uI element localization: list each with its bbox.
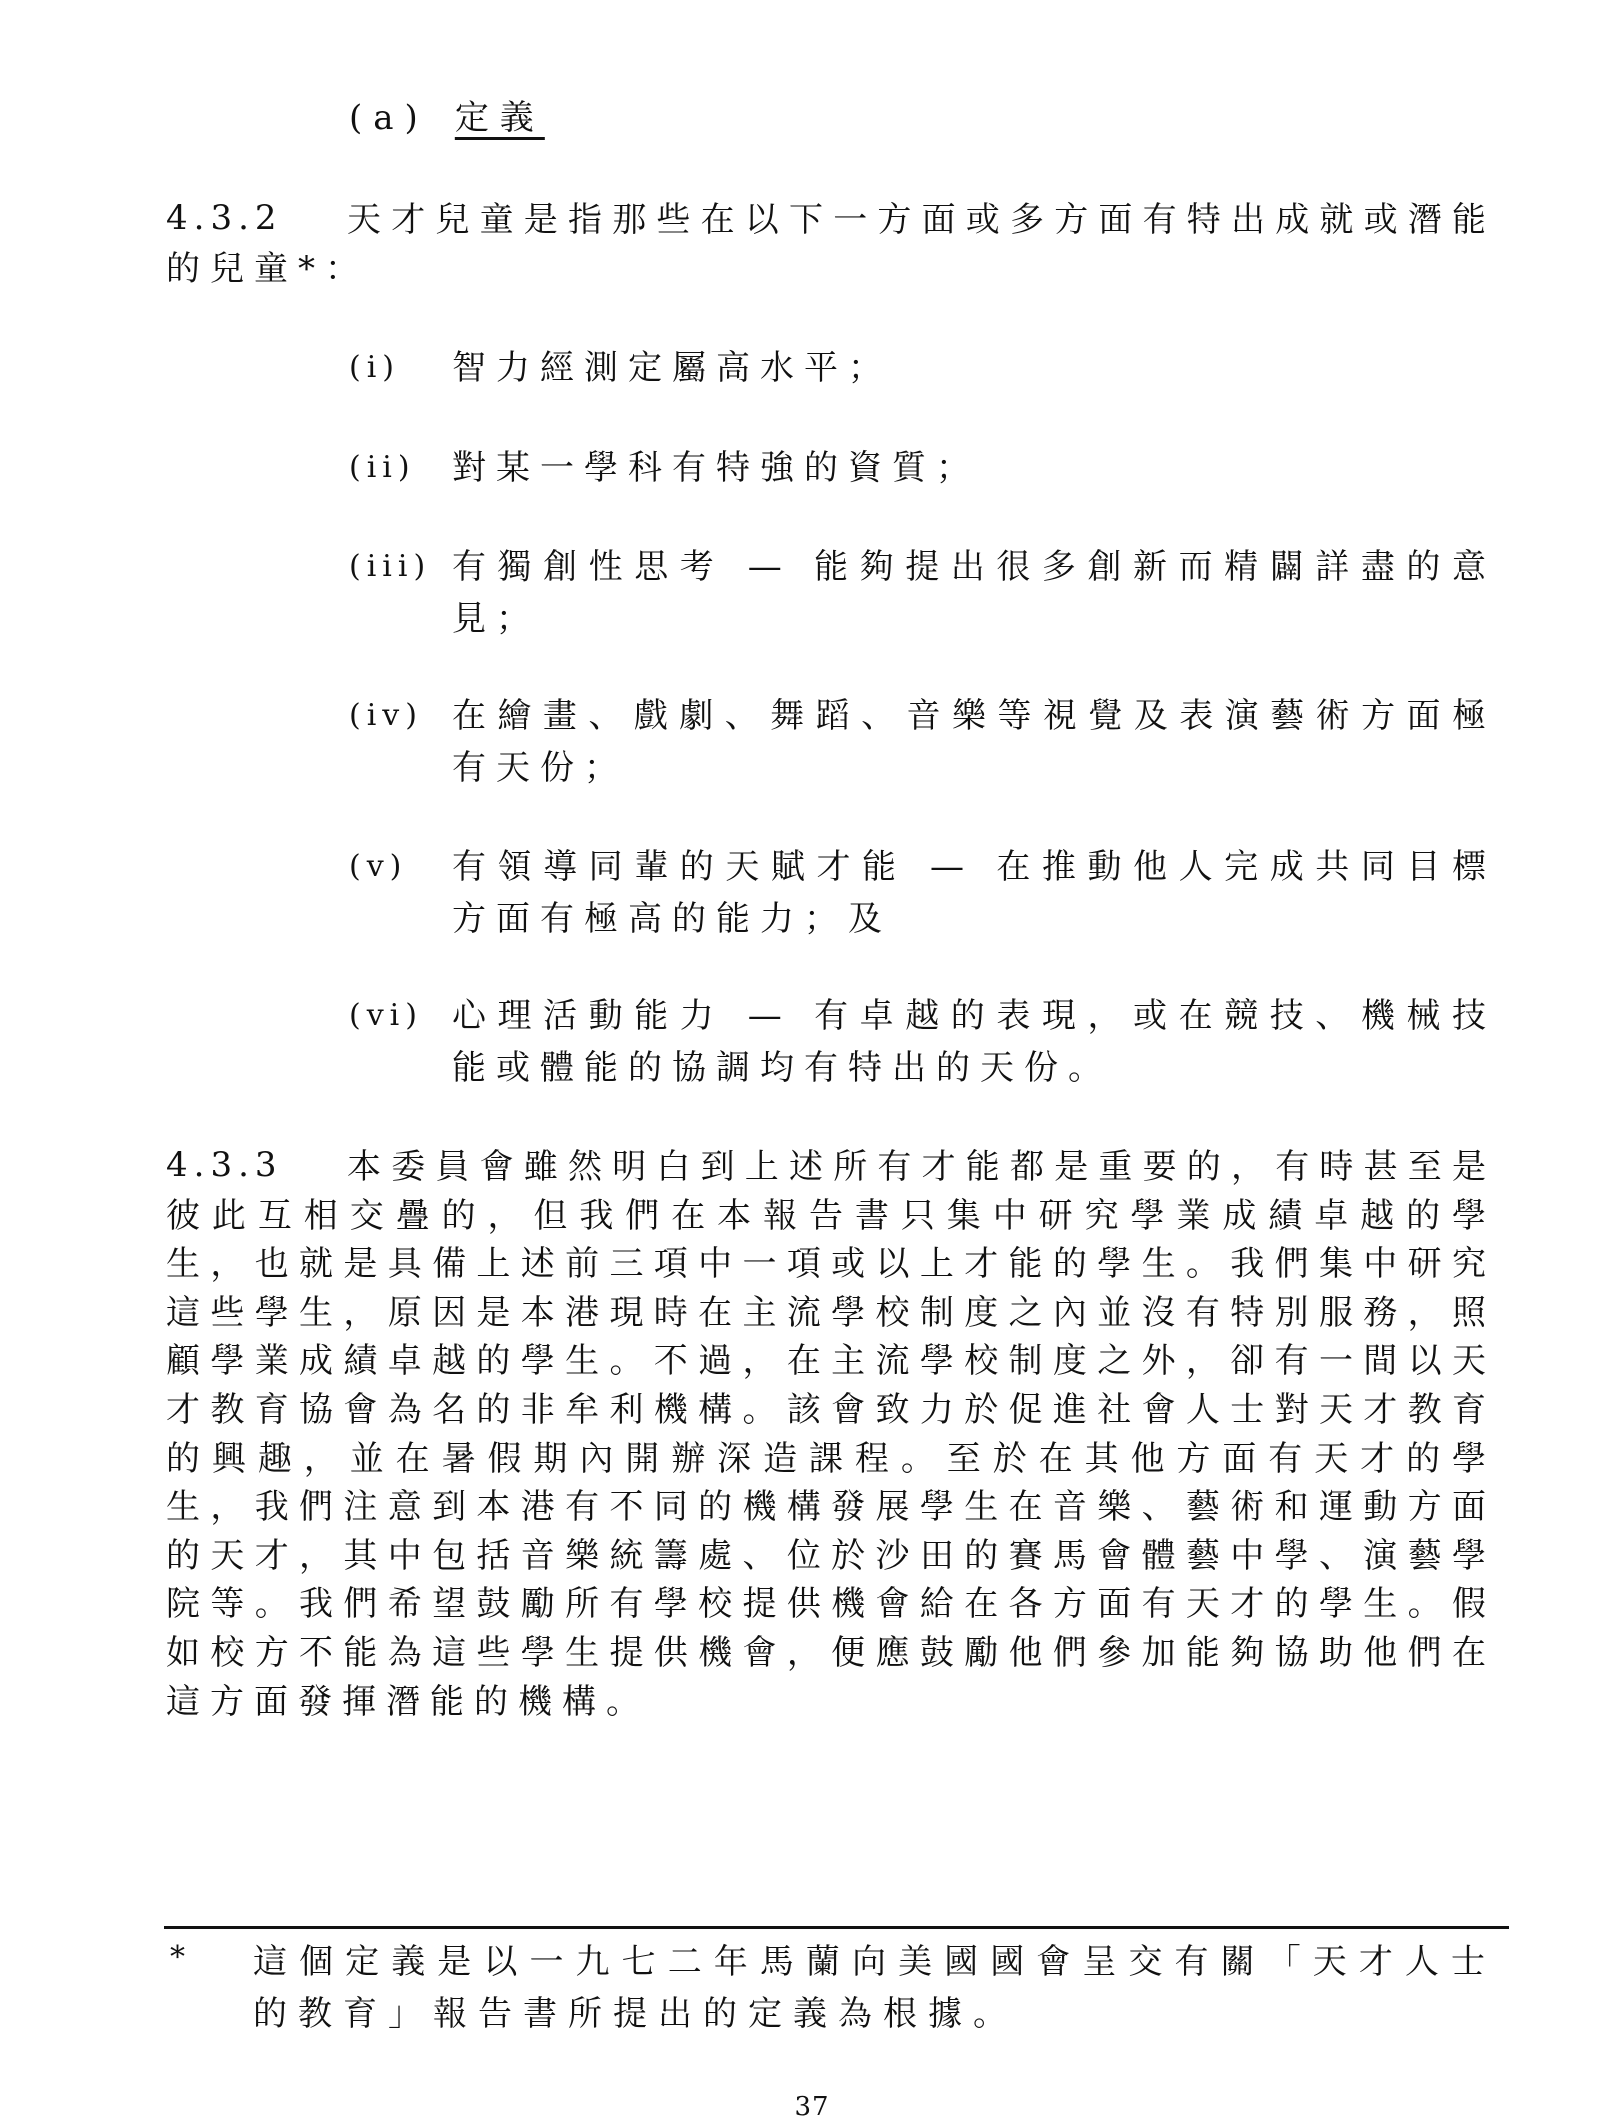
- list-item-text: 有領導同輩的天賦才能 — 在推動他人完成共同目標方面有極高的能力；及: [452, 847, 1496, 939]
- paragraph-4-3-2: 天才兒童是指那些在以下一方面或多方面有特出成就或潛能的兒童*：: [166, 200, 1496, 289]
- section-heading: [349, 96, 545, 140]
- list-item-label: (iv): [349, 698, 423, 733]
- list-item-label: (ii): [349, 450, 416, 485]
- list-item-label: (i): [349, 350, 401, 385]
- list-item-label: (iii): [349, 549, 432, 584]
- page-number: 37: [794, 2092, 830, 2122]
- footnote-mark: *: [170, 1940, 185, 1975]
- list-item-text: 有獨創性思考 — 能夠提出很多創新而精闢詳盡的意見；: [452, 547, 1496, 639]
- section-heading-label: (a): [349, 98, 429, 138]
- footnote-divider: [164, 1926, 1509, 1929]
- list-item-text: 對某一學科有特強的資質；: [452, 448, 980, 488]
- paragraph-number-4-3-3: 4.3.3: [166, 1145, 283, 1185]
- list-item-text: 在繪畫、戲劇、舞蹈、音樂等視覺及表演藝術方面極有天份；: [452, 696, 1496, 788]
- paragraph-number-4-3-2: 4.3.2: [166, 198, 283, 238]
- list-item-label: (v): [349, 849, 408, 884]
- paragraph-4-3-3: 本委員會雖然明白到上述所有才能都是重要的，有時甚至是彼此互相交疊的，但我們在本報告書只集中研究學業成績卓越的學生，也就是具備上述前三項中一項或以上才能的學生。我們集中研究這些學生，原因是本港現時在主流學校制度之內並沒有特別服務，照顧學業成績卓越的學生。不過，在主流學校制度之外，卻有一間以天才教育協會為名的非牟利機構。該會致力於促進社會人士對天才教育的興趣，並在暑假期內開辦深造課程。至於在其他方面有天才的學生，我們注意到本港有不同的機構發展學生在音樂、藝術和運動方面的天才，其中包括音樂統籌處、位於沙田的賽馬會體藝中學、演藝學院等。我們希望鼓勵所有學校提供機會給在各方面有天才的學生。假如校方不能為這些學生提供機會，便應鼓勵他們參加能夠協助他們在這方面發揮潛能的機構。: [166, 1147, 1496, 1722]
- list-item-text: 心理活動能力 — 有卓越的表現，或在競技、機械技能或體能的協調均有特出的天份。: [452, 996, 1496, 1088]
- list-item-label: (vi): [349, 998, 423, 1033]
- footnote-text: 這個定義是以一九七二年馬蘭向美國國會呈交有關「天才人士的教育」報告書所提出的定義為根據。: [253, 1942, 1496, 2034]
- section-heading-title: 定義: [454, 98, 545, 138]
- list-item-text: 智力經測定屬高水平；: [452, 348, 892, 388]
